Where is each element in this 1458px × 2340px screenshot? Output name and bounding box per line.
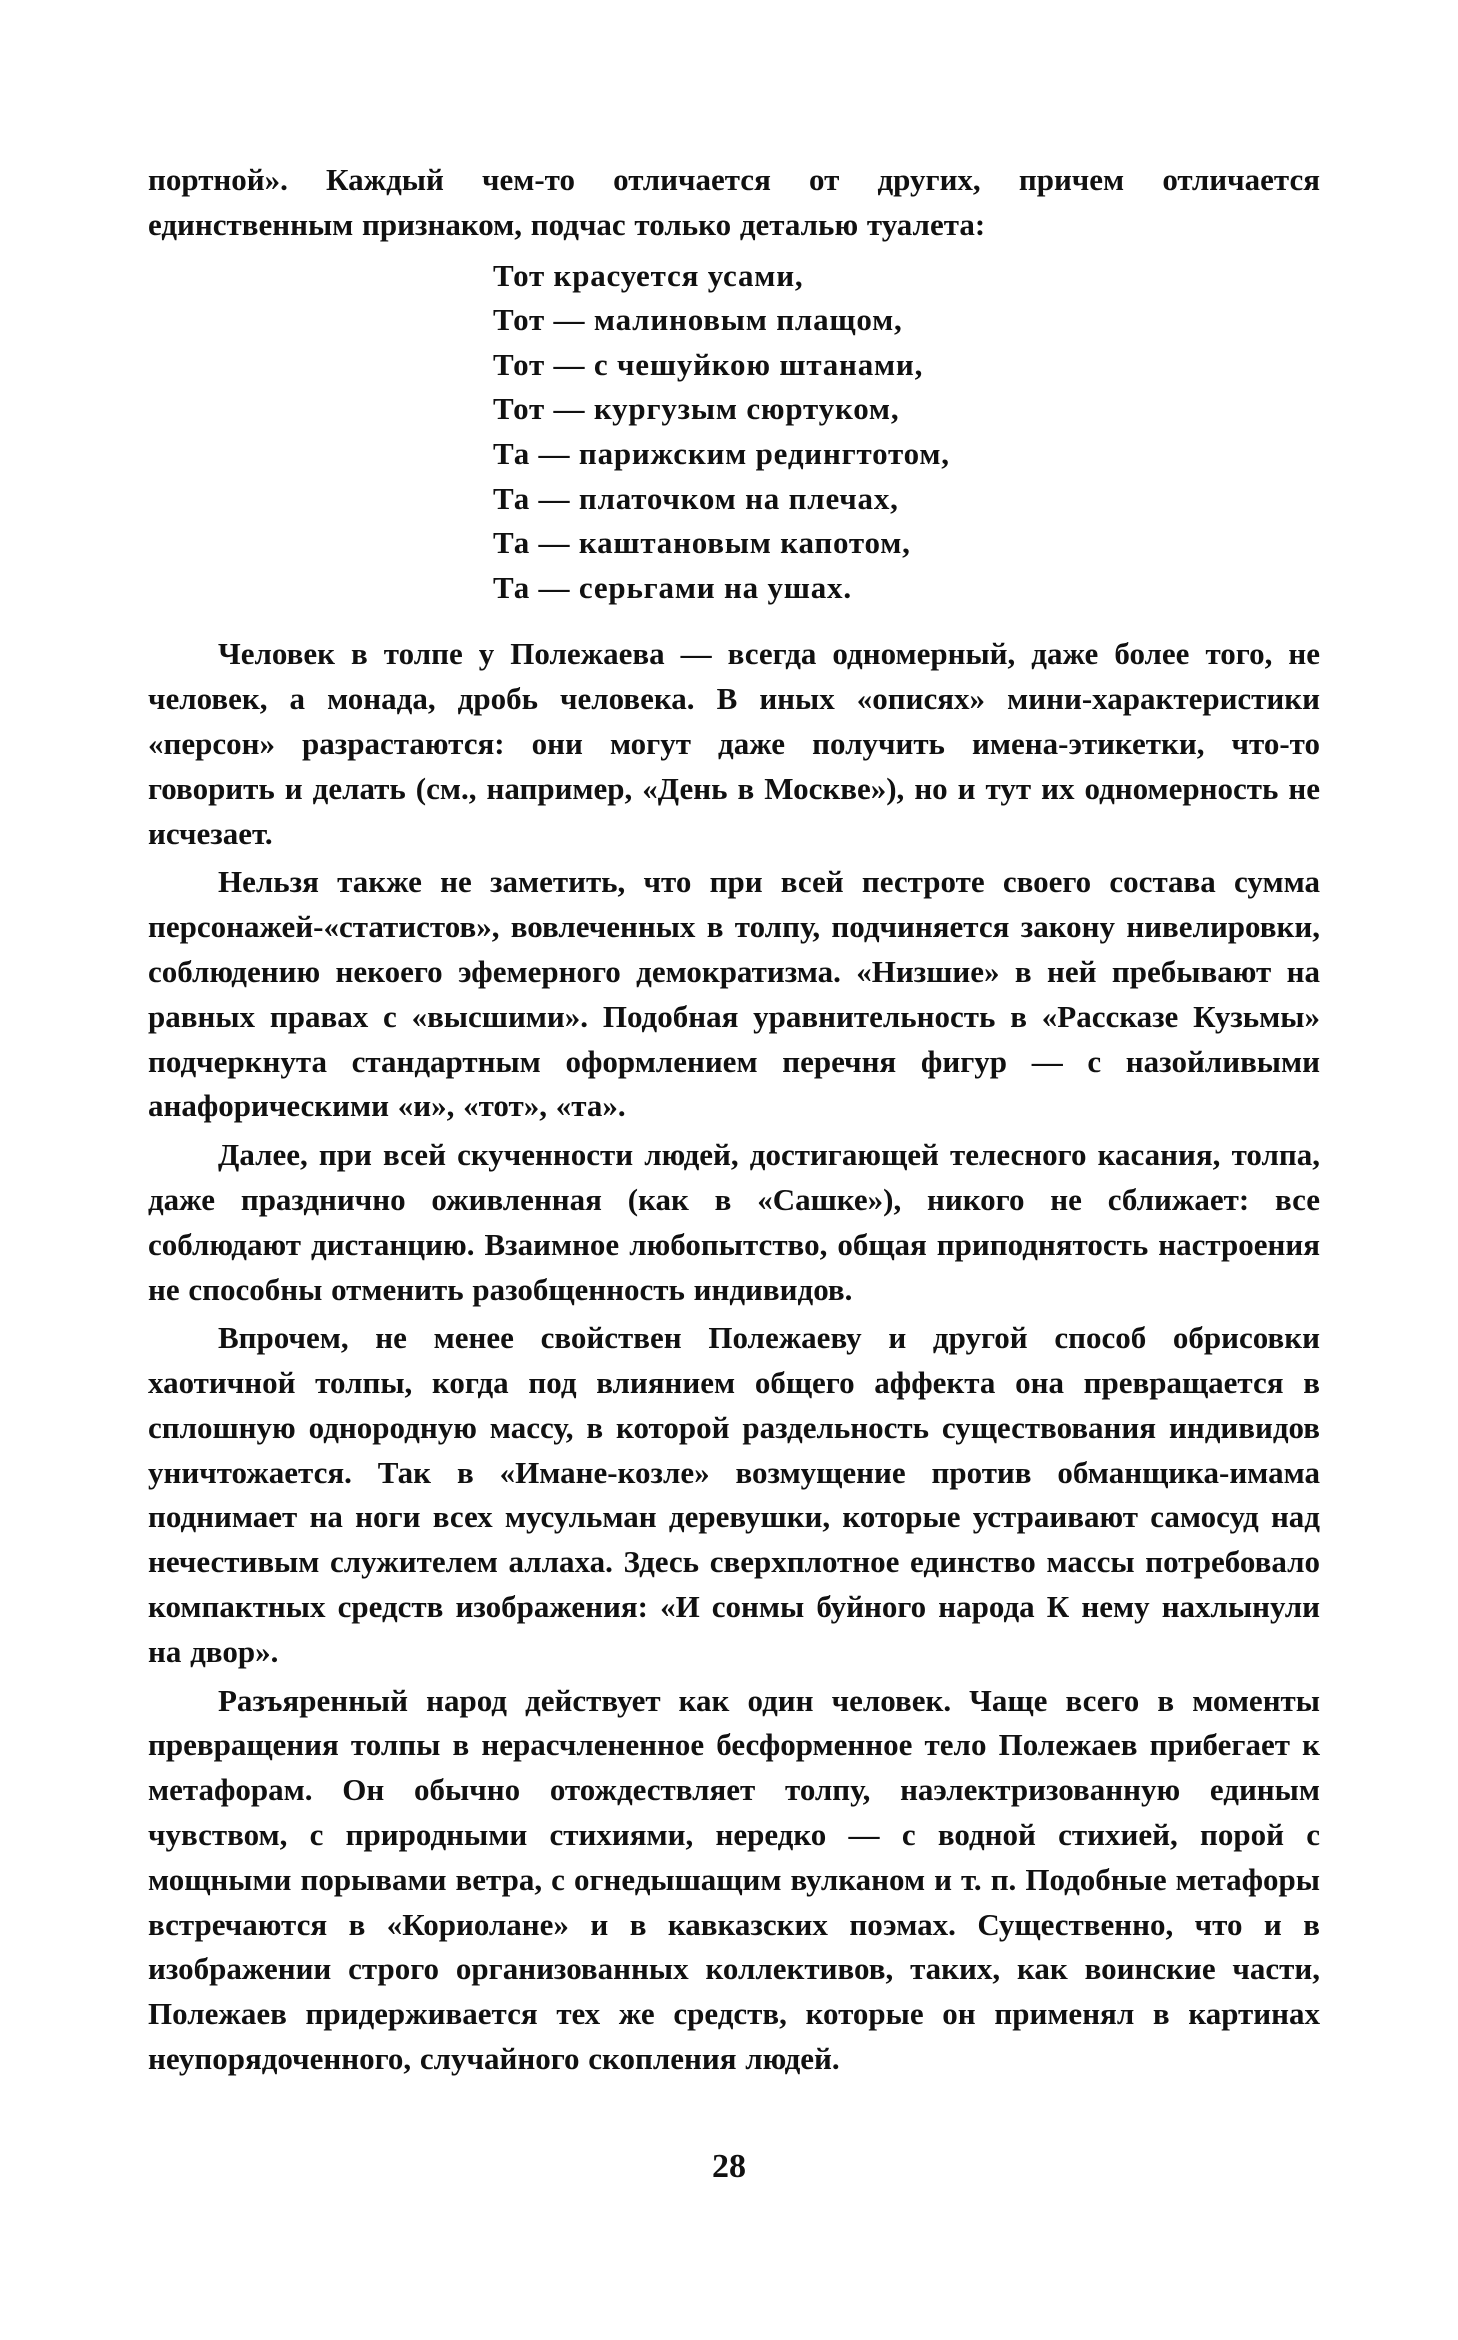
verse-line: Тот — кургузым сюртуком, (493, 391, 900, 427)
verse-line: Та — парижским редингтотом, (493, 435, 950, 471)
verse-line: Та — каштановым капотом, (493, 525, 911, 561)
paragraph-distance: Далее, при всей скученности людей, достигающей телесного касания, толпа, даже празднично оживленная (как в «Сашке»), никого не сближает: все соблюдают дистанцию. Взаимное любопытство, общая приподнятость настроения не способны отменить разобщенность индивидов. (148, 1137, 1320, 1307)
page-number: 28 (712, 2148, 746, 2185)
paragraph-metaphors: Разъяренный народ действует как один человек. Чаще всего в моменты превращения толпы в нерасчлененное бесформенное тело Полежаев прибегает к метафорам. Он обычно отождествляет толпу, наэлектризованную единым чувством, с природными стихиями, нередко — с водной стихией, порой с мощными порывами ветра, с огнедышащим вулканом и т. п. Подобные метафоры встречаются в «Кориолане» и в кавказских поэмах. Существенно, что и в изображении строго организованных коллективов, таких, как воинские части, Полежаев придерживается тех же средств, которые он применял в картинах неупорядоченного, случайного скопления людей. (148, 1682, 1320, 2077)
paragraph-mass: Впрочем, не менее свойствен Полежаеву и другой способ обрисовки хаотичной толпы, когда под влиянием общего аффекта она превращается в сплошную однородную массу, в которой раздельность существования индивидов уничтожается. Так в «Имане-козле» возмущение против обманщика-имама поднимает на ноги всех мусульман деревушки, которые устраивают самосуд над нечестивым служителем аллаха. Здесь сверхплотное единство массы потребовало компактных средств изображения: «И сонмы буйного народа К нему нахлынули на двор». (148, 1320, 1320, 1669)
opening-paragraph: портной». Каждый чем-то отличается от других, причем отличается единственным признаком, подчас только деталью туалета: (148, 162, 1320, 242)
verse-line: Тот — малиновым плащом, (493, 302, 903, 338)
verse-line: Та — платочком на плечах, (493, 480, 899, 516)
verse-line: Тот — с чешуйкою штанами, (493, 346, 924, 382)
paragraph-one-dimensional: Человек в толпе у Полежаева — всегда одномерный, даже более того, не человек, а монада, дробь человека. В иных «описях» мини-характеристики «персон» разрастаются: они могут даже получить имена-этикетки, что-то говорить и делать (см., например, «День в Москве»), но и тут их одномерность не исчезает. (148, 636, 1320, 851)
verse-line: Тот красуется усами, (493, 257, 804, 293)
page-body (148, 158, 1320, 2082)
verse-quote (493, 254, 1320, 611)
verse-line: Та — серьгами на ушах. (493, 569, 852, 605)
paragraph-leveling: Нельзя также не заметить, что при всей пестроте своего состава сумма персонажей-«статистов», вовлеченных в толпу, подчиняется закону нивелировки, соблюдению некоего эфемерного демократизма. «Низшие» в ней пребывают на равных правах с «высшими». Подобная уравнительность в «Рассказе Кузьмы» подчеркнута стандартным оформлением перечня фигур — с назойливыми анафорическими «и», «тот», «та». (148, 864, 1320, 1124)
